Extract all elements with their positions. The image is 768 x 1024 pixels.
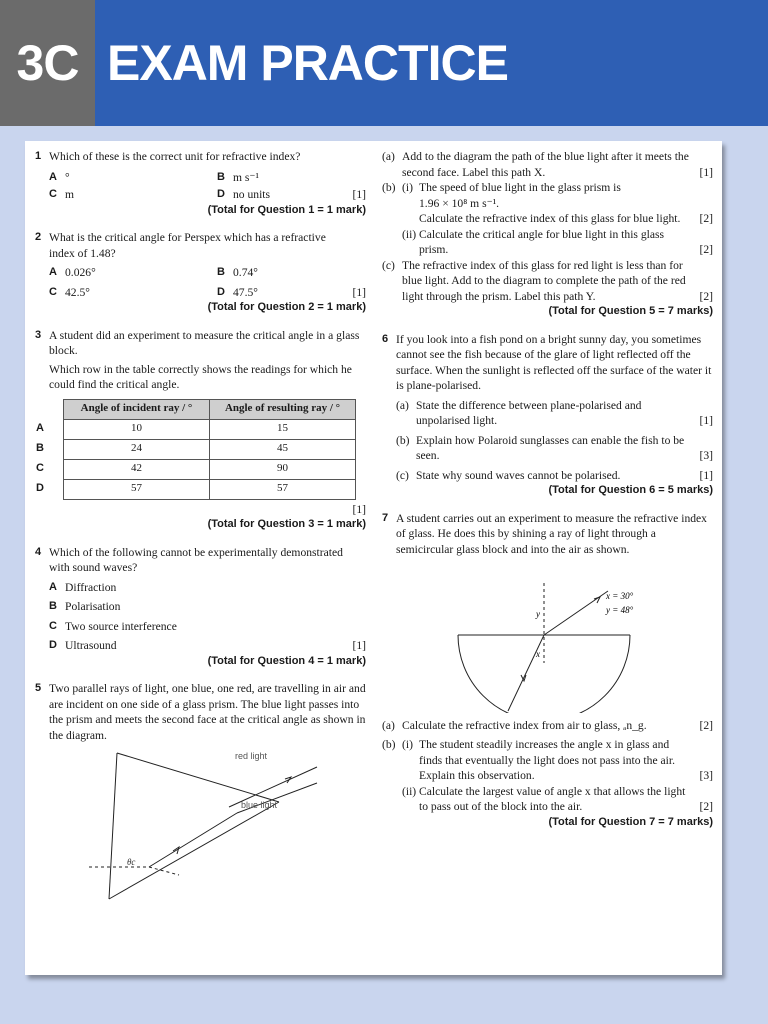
question-text: A student did an experiment to measure the critical angle in a glass block. — [49, 328, 360, 357]
question-number: 3 — [35, 328, 42, 341]
y-value: y = 48° — [606, 605, 634, 615]
question-text: Two parallel rays of light, one blue, one red, are travelling in air and are incident on one side of a glass prism. The blue light passes into the prism and meets the second face at the critical angle as shown in the diagram. — [49, 682, 366, 742]
question-text: If you look into a fish pond on a bright sunny day, you sometimes cannot see the fish because of the glare of light reflected off the surface. When the sunlight is reflected off the surface of the water it is plane-polarised. — [396, 332, 712, 392]
table-row: D 57 57 — [35, 479, 356, 499]
mark: [1] — [352, 285, 366, 299]
part-a: (a) State the difference between plane-polarised and unpolarised light. [1] — [396, 398, 713, 427]
option-b: B Polarisation — [49, 600, 121, 613]
question-number: 4 — [35, 545, 42, 558]
part-a: (a) Add to the diagram the path of the blue light after it meets the second face. Label this path X. [1] — [382, 150, 713, 179]
right-column — [382, 149, 713, 842]
angle-x-label: x — [536, 649, 540, 659]
exam-sheet — [25, 141, 722, 975]
chapter-number: 3C — [0, 0, 95, 126]
left-column — [35, 149, 366, 924]
question-5-parts — [382, 149, 713, 320]
table-row: A 10 15 — [35, 419, 356, 439]
option-d: D Ultrasound — [49, 639, 117, 652]
semicircle-diagram — [396, 563, 696, 713]
part-a: (a) Calculate the refractive index from air to glass, ₐn_g. [2] — [382, 718, 713, 732]
question-text: Which of the following cannot be experimentally demonstrated with sound waves? — [49, 545, 343, 574]
mark: [1] — [352, 502, 366, 516]
table-row: C 42 90 — [35, 459, 356, 479]
critical-angle-label: θc — [127, 857, 136, 867]
option-c: C 42.5° — [49, 285, 90, 299]
table-header: Angle of incident ray / ° — [64, 399, 210, 419]
red-light-label: red light — [235, 751, 268, 761]
x-value: x = 30° — [606, 591, 634, 601]
readings-table — [35, 399, 356, 500]
option-d: D no units — [217, 188, 271, 201]
question-4 — [35, 545, 366, 670]
option-a: A Diffraction — [49, 580, 117, 594]
option-a: A ° — [49, 170, 70, 184]
question-7 — [382, 511, 713, 831]
question-number: 5 — [35, 682, 42, 694]
question-total: (Total for Question 3 = 1 mark) — [207, 518, 366, 530]
question-number: 2 — [35, 231, 42, 243]
question-6 — [382, 332, 713, 499]
question-number: 6 — [382, 332, 389, 345]
question-total: (Total for Question 1 = 1 mark) — [207, 203, 366, 216]
mark: [1] — [352, 639, 366, 652]
question-total: (Total for Question 6 = 5 marks) — [548, 484, 713, 496]
question-total: (Total for Question 5 = 7 marks) — [548, 305, 713, 317]
question-3 — [35, 328, 366, 533]
option-d: D 47.5° — [217, 285, 258, 299]
question-text-2: Which row in the table correctly shows the readings for which he could find the critical angle. — [49, 362, 352, 391]
prism-diagram — [89, 747, 349, 907]
question-text: A student carries out an experiment to measure the refractive index of glass. He does this by shining a ray of light through a semicircular glass block and into the air as shown. — [396, 511, 707, 556]
angle-y-label: y — [536, 609, 540, 619]
question-total: (Total for Question 7 = 7 marks) — [548, 815, 713, 828]
mark: [1] — [352, 188, 366, 201]
option-b: B 0.74° — [217, 266, 258, 279]
question-number: 1 — [35, 150, 42, 162]
part-b: (b) (i) The student steadily increases the angle x in glass and finds that eventually the light does not pass into the air. Explain this observation. [3] (ii) Calculate the largest value of angle x that allows the light to pass out of the block into the air. [2] — [382, 738, 713, 813]
question-number: 7 — [382, 511, 389, 524]
option-c: C Two source interference — [49, 619, 177, 633]
part-b: (b) Explain how Polaroid sunglasses can enable the fish to be seen. [3] — [396, 433, 713, 462]
option-b: B m s⁻¹ — [217, 170, 260, 184]
blue-light-label: blue light — [241, 800, 278, 810]
question-2 — [35, 230, 366, 316]
table-header: Angle of resulting ray / ° — [210, 399, 356, 419]
question-1 — [35, 149, 366, 218]
option-a: A 0.026° — [49, 266, 96, 279]
page-title: EXAM PRACTICE — [95, 0, 768, 126]
question-total: (Total for Question 4 = 1 mark) — [207, 654, 366, 667]
part-b: (b) (i) The speed of blue light in the glass prism is 1.96 × 10⁸ m s⁻¹. Calculate the refractive index of this glass for blue light. [2] (ii) Calculate the critical angle for blue light in this glass prism. [2] — [382, 181, 713, 256]
part-c: (c) The refractive index of this glass for red light is less than for blue light. Add to the diagram to complete the path of the red light through the prism. Label this path Y. [2] — [382, 258, 713, 303]
table-row: B 24 45 — [35, 439, 356, 459]
question-5 — [35, 681, 366, 912]
question-text: What is the critical angle for Perspex which has a refractive index of 1.48? — [49, 231, 326, 260]
question-text: Which of these is the correct unit for refractive index? — [49, 150, 301, 163]
part-c: (c) State why sound waves cannot be polarised. [1] — [396, 468, 713, 482]
option-c: C m — [49, 188, 75, 201]
question-total: (Total for Question 2 = 1 mark) — [207, 301, 366, 313]
